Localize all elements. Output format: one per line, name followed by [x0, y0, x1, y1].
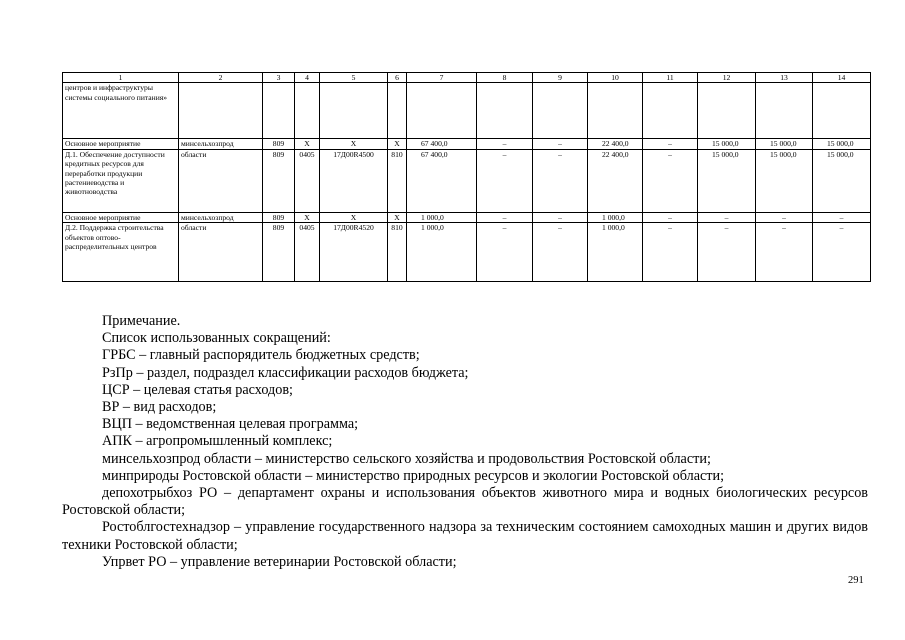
- year-value-cell: –: [698, 223, 756, 282]
- year-value-cell: –: [698, 212, 756, 222]
- year-value-cell: –: [533, 212, 588, 222]
- table-row: [63, 83, 871, 139]
- table-row: [63, 149, 871, 212]
- table-row: [63, 212, 871, 222]
- year-value-cell: 1 000,0: [588, 223, 643, 282]
- year-value-cell: –: [643, 139, 698, 149]
- event-name-cell: Д.2. Поддержка строительства объектов оптово-распределительных центров: [63, 223, 179, 282]
- year-value-cell: –: [533, 223, 588, 282]
- year-value-cell: –: [533, 149, 588, 212]
- year-value-cell: –: [477, 223, 533, 282]
- rzpr-cell: 0405: [295, 149, 320, 212]
- header-cell: 13: [756, 73, 813, 83]
- year-value-cell: –: [643, 223, 698, 282]
- abbreviation-item: минприроды Ростовской области – министерство природных ресурсов и экологии Ростовской области;: [102, 467, 725, 484]
- rzpr-cell: Х: [295, 212, 320, 222]
- year-value-cell: 15 000,0: [813, 139, 871, 149]
- header-cell: 14: [813, 73, 871, 83]
- total-cell: 1 000,0: [407, 223, 477, 282]
- abbreviations-title: Список использованных сокращений:: [102, 330, 331, 347]
- grbs-cell: области: [179, 149, 263, 212]
- abbreviation-item: минсельхозпрод области – министерство сельского хозяйства и продовольствия Ростовской области;: [102, 450, 711, 467]
- event-name-cell: Д.1. Обеспечение доступности кредитных ресурсов для переработки продукции растениеводства и животноводства: [63, 149, 179, 212]
- year-value-cell: –: [477, 139, 533, 149]
- abbreviation-item: РзПр – раздел, подраздел классификации расходов бюджета;: [102, 364, 469, 381]
- page-number: 291: [848, 575, 864, 586]
- header-cell: 2: [179, 73, 263, 83]
- rzpr-cell: Х: [295, 139, 320, 149]
- grbs-code-cell: 809: [263, 149, 295, 212]
- header-cell: 8: [477, 73, 533, 83]
- year-value-cell: –: [643, 149, 698, 212]
- csr-cell: Х: [320, 139, 388, 149]
- grbs-cell: минсельхозпрод: [179, 212, 263, 222]
- year-value-cell: 15 000,0: [756, 139, 813, 149]
- year-value-cell: 15 000,0: [813, 149, 871, 212]
- year-value-cell: 15 000,0: [698, 139, 756, 149]
- vr-cell: Х: [388, 212, 407, 222]
- header-cell: 6: [388, 73, 407, 83]
- total-cell: 67 400,0: [407, 149, 477, 212]
- year-value-cell: –: [756, 212, 813, 222]
- abbreviation-item: Ростоблгостехнадзор – управление государственного надзора за техническим состоянием самоходных машин и других видов техники Ростовской области;: [62, 519, 868, 553]
- csr-cell: Х: [320, 212, 388, 222]
- grbs-code-cell: 809: [263, 223, 295, 282]
- vr-cell: 810: [388, 149, 407, 212]
- abbreviation-item: депохотрыбхоз РО – департамент охраны и использования объектов животного мира и водных биологических ресурсов Ростовской области;: [62, 485, 868, 519]
- grbs-code-cell: 809: [263, 212, 295, 222]
- continuation-name-cell: центров и инфраструктуры системы социального питания»: [63, 83, 179, 139]
- abbreviation-item: ГРБС – главный распорядитель бюджетных средств;: [102, 347, 420, 364]
- abbreviation-item: ВЦП – ведомственная целевая программа;: [102, 416, 359, 433]
- csr-cell: 17Д00R4500: [320, 149, 388, 212]
- year-value-cell: –: [477, 212, 533, 222]
- year-value-cell: 1 000,0: [588, 212, 643, 222]
- notes-section: [62, 313, 868, 571]
- table-row: [63, 223, 871, 282]
- grbs-cell: области: [179, 223, 263, 282]
- event-name-cell: Основное мероприятие: [63, 139, 179, 149]
- year-value-cell: –: [756, 223, 813, 282]
- table-row: [63, 139, 871, 149]
- header-cell: 10: [588, 73, 643, 83]
- year-value-cell: –: [477, 149, 533, 212]
- rzpr-cell: 0405: [295, 223, 320, 282]
- notes-title: Примечание.: [102, 313, 181, 329]
- event-name-cell: Основное мероприятие: [63, 212, 179, 222]
- budget-table: [62, 72, 871, 282]
- header-cell: 11: [643, 73, 698, 83]
- year-value-cell: 15 000,0: [698, 149, 756, 212]
- abbreviation-item: Упрвет РО – управление ветеринарии Ростовской области;: [102, 553, 457, 570]
- csr-cell: 17Д00R4520: [320, 223, 388, 282]
- abbreviation-item: АПК – агропромышленный комплекс;: [102, 433, 333, 450]
- year-value-cell: –: [813, 223, 871, 282]
- year-value-cell: 22 400,0: [588, 149, 643, 212]
- total-cell: 67 400,0: [407, 139, 477, 149]
- total-cell: 1 000,0: [407, 212, 477, 222]
- header-cell: 3: [263, 73, 295, 83]
- grbs-cell: минсельхозпрод: [179, 139, 263, 149]
- header-cell: 5: [320, 73, 388, 83]
- year-value-cell: –: [813, 212, 871, 222]
- header-cell: 4: [295, 73, 320, 83]
- year-value-cell: 22 400,0: [588, 139, 643, 149]
- header-cell: 9: [533, 73, 588, 83]
- header-cell: 1: [63, 73, 179, 83]
- year-value-cell: 15 000,0: [756, 149, 813, 212]
- vr-cell: Х: [388, 139, 407, 149]
- year-value-cell: –: [643, 212, 698, 222]
- year-value-cell: –: [533, 139, 588, 149]
- abbreviation-item: ВР – вид расходов;: [102, 399, 217, 416]
- header-cell: 12: [698, 73, 756, 83]
- table-header-row: [63, 73, 871, 83]
- header-cell: 7: [407, 73, 477, 83]
- vr-cell: 810: [388, 223, 407, 282]
- abbreviation-item: ЦСР – целевая статья расходов;: [102, 381, 293, 398]
- grbs-code-cell: 809: [263, 139, 295, 149]
